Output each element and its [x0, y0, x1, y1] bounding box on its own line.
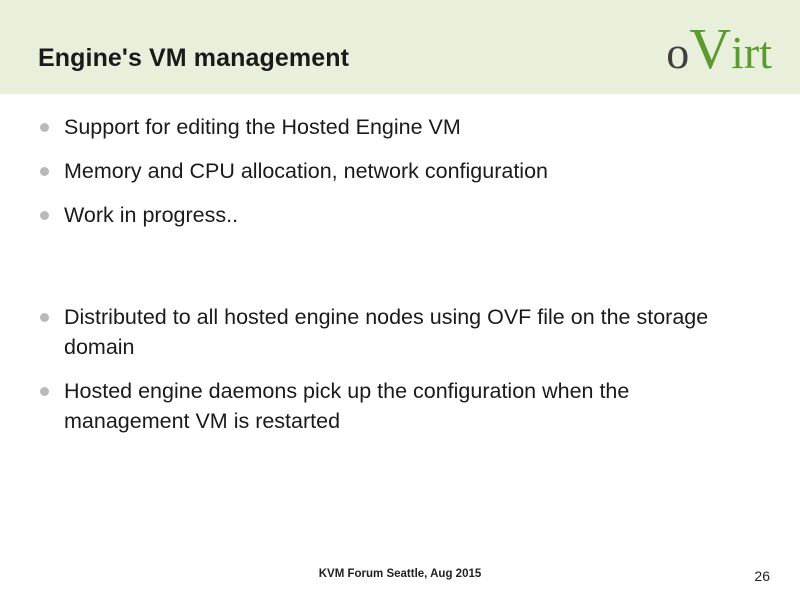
ovirt-logo [666, 16, 772, 81]
bullet-list [40, 112, 760, 450]
list-item [40, 376, 760, 436]
slide-footer: KVM Forum Seattle, Aug 2015 [318, 568, 482, 580]
list-item-label: Distributed to all hosted engine nodes using OVF file on the storage domain [64, 305, 709, 359]
header-divider [0, 94, 800, 96]
page-number: 26 [754, 568, 770, 584]
bullet-dot-icon [40, 313, 49, 322]
list-item [40, 156, 760, 186]
logo-letter-v: V [689, 16, 732, 81]
list-item [40, 302, 760, 362]
bullet-dot-icon [40, 387, 49, 396]
list-item [40, 112, 760, 142]
list-item [40, 200, 760, 230]
list-item-label: Support for editing the Hosted Engine VM [64, 115, 461, 139]
list-item-label: Work in progress.. [64, 203, 239, 227]
page-title: Engine's VM management [38, 44, 349, 72]
list-item-label: Hosted engine daemons pick up the configuration when the management VM is restarted [64, 379, 630, 433]
bullet-dot-icon [40, 167, 49, 176]
list-item-label: Memory and CPU allocation, network configuration [64, 159, 548, 183]
bullet-dot-icon [40, 123, 49, 132]
logo-letter-o: o [666, 27, 690, 78]
bullet-dot-icon [40, 211, 49, 220]
list-spacer [40, 244, 760, 302]
logo-letters-irt: irt [731, 27, 772, 78]
